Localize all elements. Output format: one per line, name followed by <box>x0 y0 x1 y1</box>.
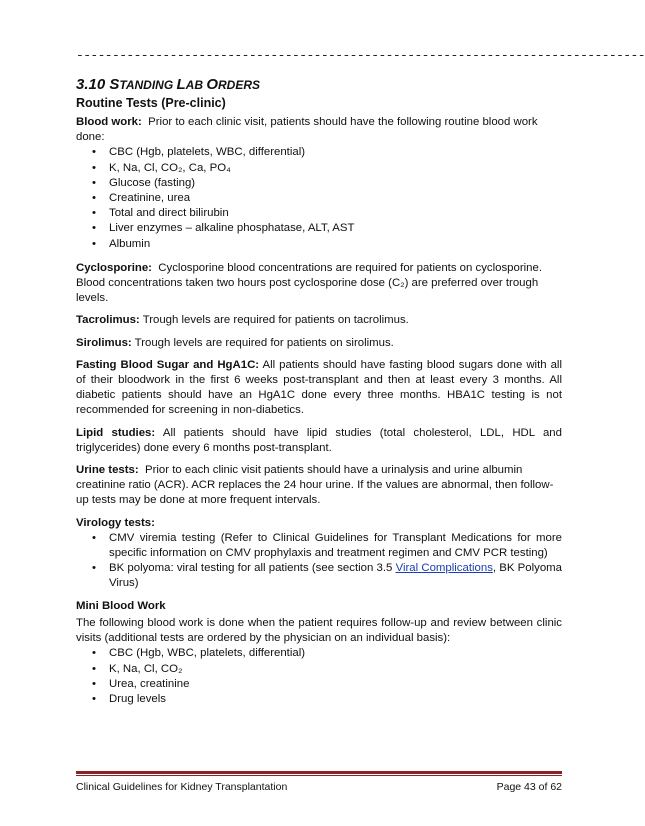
list-item: • Creatinine, urea <box>92 192 191 205</box>
tacrolimus-paragraph: Tacrolimus: Trough levels are required for patients on tacrolimus. <box>76 314 409 327</box>
list-item: • Liver enzymes – alkaline phosphatase, ALT, AST <box>92 222 355 235</box>
routine-tests-heading: Routine Tests (Pre-clinic) <box>76 96 226 110</box>
list-item: • CBC (Hgb, platelets, WBC, differential) <box>92 146 306 159</box>
footer-rule-thin <box>76 775 562 776</box>
list-item: • Albumin <box>92 237 151 250</box>
footer-title: Clinical Guidelines for Kidney Transplantation <box>76 781 288 793</box>
virology-heading: Virology tests: <box>76 516 155 529</box>
mini-blood-work-list <box>76 646 562 707</box>
section-title: 3.10 STANDING LAB ORDERS <box>76 76 261 93</box>
mini-blood-work-heading: Mini Blood Work <box>76 599 166 612</box>
list-item: • Total and direct bilirubin <box>92 207 229 220</box>
page-footer <box>76 780 562 794</box>
cyclosporine-paragraph: Cyclosporine: Cyclosporine blood concentrations are required for patients on cyclosporine. Blood concentrations taken two hours post cyclosporine dose (C₂) are preferred over trough levels. <box>76 261 542 305</box>
list-item: • K, Na, Cl, CO₂, Ca, PO₄ <box>92 161 231 174</box>
blood-work-paragraph: Blood work: Prior to each clinic visit, patients should have the following routine blood work done: <box>76 116 538 144</box>
list-item: • CBC (Hgb, WBC, platelets, differential) <box>92 647 306 660</box>
sirolimus-paragraph: Sirolimus: Trough levels are required for patients on sirolimus. <box>76 336 394 349</box>
page-content <box>76 76 562 714</box>
fasting-blood-sugar-paragraph: Fasting Blood Sugar and HgA1C: All patients should have fasting blood sugars done with all of their bloodwork in the first 6 weeks post-transplant and then at least every 3 months. All diabetic patients should have an HgA1C done every three months. HBA1C testing is not recommended for screening in non-diabetics. <box>76 358 562 417</box>
viral-complications-link[interactable]: Viral Complications <box>395 562 493 575</box>
urine-tests-paragraph: Urine tests: Prior to each clinic visit patients should have a urinalysis and urine albumin creatinine ratio (ACR). ACR replaces the 24 hour urine. If the values are abnormal, then follow-up tests may be done at more frequent intervals. <box>76 464 554 507</box>
lipid-studies-paragraph: Lipid studies: All patients should have lipid studies (total cholesterol, LDL, HDL and triglycerides) done every 6 months post-transplant. <box>76 426 562 454</box>
virology-list <box>76 531 562 592</box>
list-item: • Drug levels <box>92 692 166 705</box>
mini-blood-work-paragraph: The following blood work is done when the patient requires follow-up and review between clinic visits (additional tests are ordered by the physician on an individual basis): <box>76 616 562 645</box>
list-item: • K, Na, Cl, CO₂ <box>92 662 183 675</box>
list-item: • Urea, creatinine <box>92 677 190 690</box>
footer-rule-thick <box>76 771 562 774</box>
page-number: Page 43 of 62 <box>496 781 562 793</box>
routine-test-list <box>76 145 562 251</box>
list-item-bk: • BK polyoma: viral testing for all patients (see section 3.5 Viral Complications, BK Polyoma Virus) <box>92 562 562 590</box>
list-item: • Glucose (fasting) <box>92 176 196 189</box>
list-item-cmv: • CMV viremia testing (Refer to Clinical Guidelines for Transplant Medications for more specific information on CMV prophylaxis and treatment regimen and CMV PCR testing) <box>92 531 562 560</box>
dashed-rule: ------------------------------------------------------------------------------- <box>76 48 645 63</box>
